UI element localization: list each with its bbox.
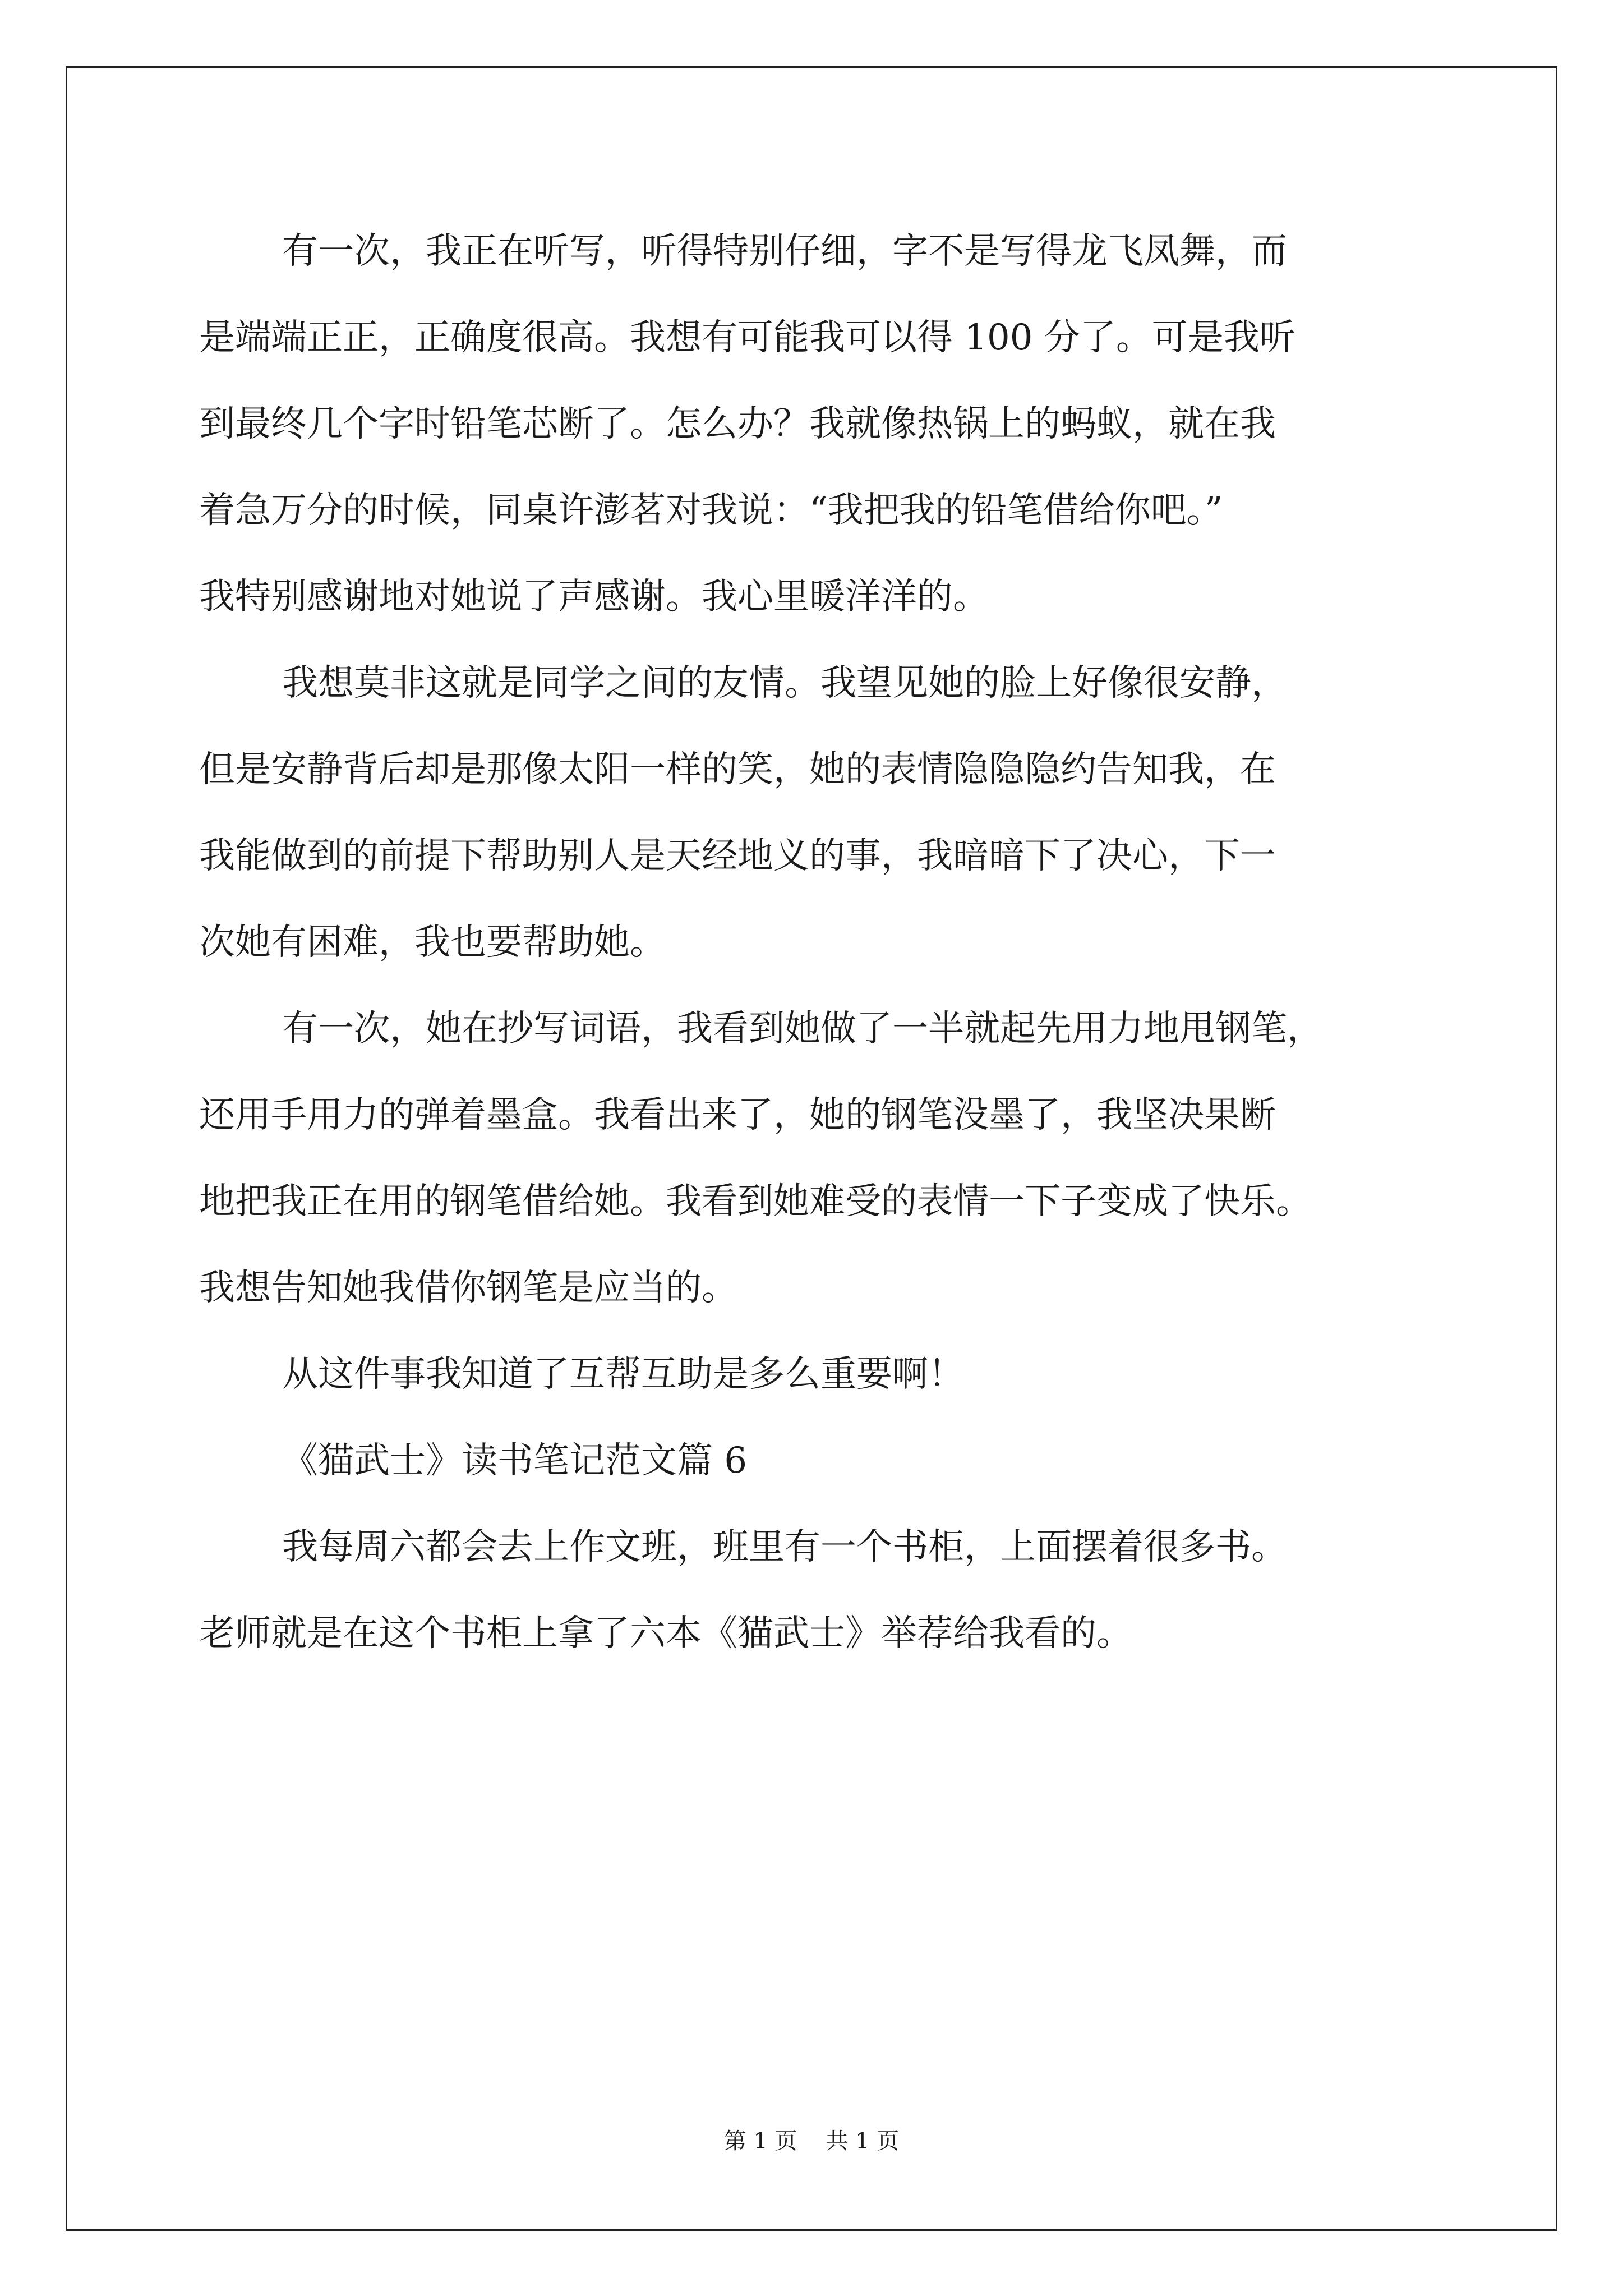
text-line: 我想莫非这就是同学之间的友情。我望见她的脸上好像很安静， xyxy=(282,662,1287,704)
text-line: 还用手用力的弹着墨盒。我看出来了，她的钢笔没墨了，我坚决果断 xyxy=(199,1094,1276,1136)
text-line: 我想告知她我借你钢笔是应当的。 xyxy=(199,1267,737,1309)
text-line: 我特别感谢地对她说了声感谢。我心里暖洋洋的。 xyxy=(199,576,989,618)
text-line: 我每周六都会去上作文班，班里有一个书柜，上面摆着很多书。 xyxy=(282,1526,1287,1568)
text-line: 但是安静背后却是那像太阳一样的笑，她的表情隐隐隐约告知我，在 xyxy=(199,749,1276,790)
text-line: 次她有困难，我也要帮助她。 xyxy=(199,922,666,963)
section-heading: 《猫武士》读书笔记范文篇 6 xyxy=(282,1440,748,1481)
text-line: 有一次，她在抄写词语，我看到她做了一半就起先用力地甩钢笔， xyxy=(282,1008,1323,1050)
text-line: 老师就是在这个书柜上拿了六本《猫武士》举荐给我看的。 xyxy=(199,1613,1132,1654)
text-line: 着急万分的时候，同桌许澎茗对我说：“我把我的铅笔借给你吧。” xyxy=(199,490,1223,531)
text-line: 从这件事我知道了互帮互助是多么重要啊！ xyxy=(282,1354,964,1395)
text-line: 地把我正在用的钢笔借给她。我看到她难受的表情一下子变成了快乐。 xyxy=(199,1181,1312,1222)
page-number-footer: 第 1 页 共 1 页 xyxy=(723,2128,900,2154)
text-line: 有一次，我正在听写，听得特别仔细，字不是写得龙飞凤舞，而 xyxy=(282,231,1287,272)
document-body xyxy=(199,218,1433,1686)
text-line: 是端端正正，正确度很高。我想有可能我可以得 100 分了。可是我听 xyxy=(199,317,1295,358)
text-line: 到最终几个字时铅笔芯断了。怎么办？我就像热锅上的蚂蚁，就在我 xyxy=(199,403,1276,445)
text-line: 我能做到的前提下帮助别人是天经地义的事，我暗暗下了决心，下一 xyxy=(199,835,1276,877)
